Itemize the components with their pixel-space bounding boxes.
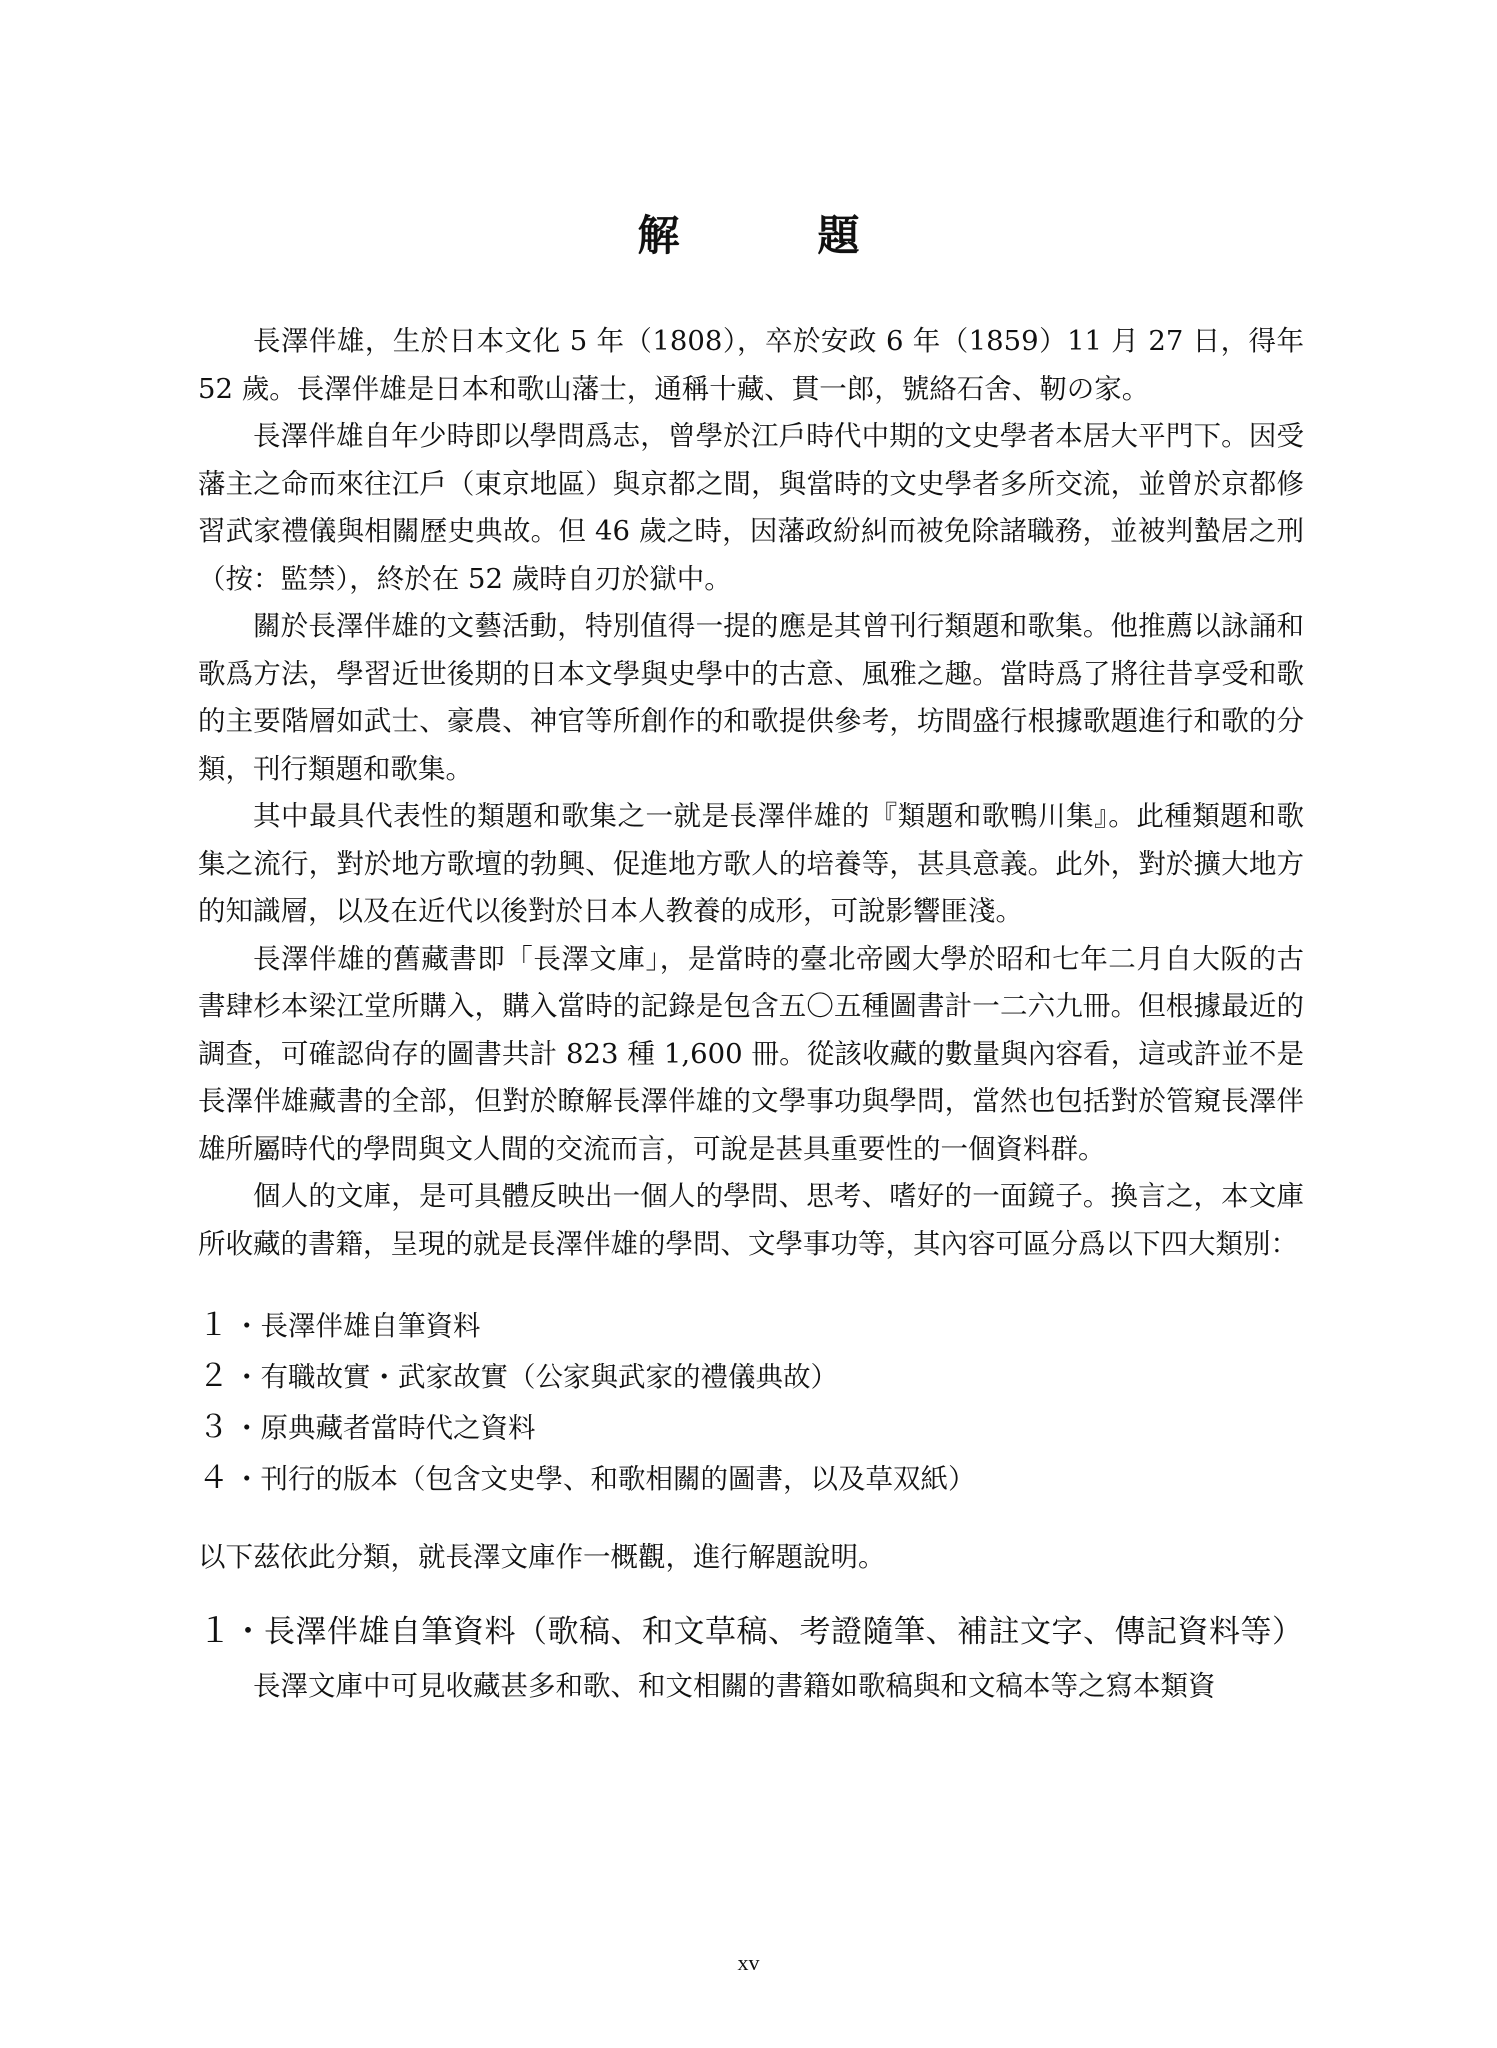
body-text bbox=[198, 318, 1304, 1710]
list-item-number: ３ bbox=[198, 1409, 229, 1445]
paragraph-3: 關於長澤伴雄的文藝活動，特別值得一提的應是其曾刊行類題和歌集。他推薦以詠誦和歌爲方法，學習近世後期的日本文學與史學中的古意、風雅之趣。當時爲了將往昔享受和歌的主要階層如武士、豪農、神官等所創作的和歌提供參考，坊間盛行根據歌題進行和歌的分類，刊行類題和歌集。 bbox=[198, 610, 1304, 785]
section-heading-text: ・長澤伴雄自筆資料（歌稿、和文草稿、考證隨筆、補註文字、傳記資料等） bbox=[232, 1613, 1304, 1650]
paragraph-2: 長澤伴雄自年少時即以學問爲志，曾學於江戶時代中期的文史學者本居大平門下。因受藩主之命而來往江戶（東京地區）與京都之間，與當時的文史學者多所交流，並曾於京都修習武家禮儀與相關歷史典故。但 46 歲之時，因藩政紛糾而被免除諸職務，並被判蟄居之刑（按：監禁），終於在 52 歲時自刃於獄中。 bbox=[198, 420, 1304, 595]
after-list-text: 以下茲依此分類，就長澤文庫作一概觀，進行解題說明。 bbox=[198, 1541, 886, 1573]
list-item-text: ・長澤伴雄自筆資料 bbox=[233, 1310, 481, 1342]
list-item-number: １ bbox=[198, 1307, 229, 1343]
list-item bbox=[198, 1453, 1304, 1504]
list-item-text: ・原典藏者當時代之資料 bbox=[233, 1412, 536, 1444]
paragraph-6: 個人的文庫，是可具體反映出一個人的學問、思考、嗜好的一面鏡子。換言之，本文庫所收藏的書籍，呈現的就是長澤伴雄的學問、文學事功等，其內容可區分爲以下四大類別： bbox=[198, 1180, 1304, 1260]
section-number: １ bbox=[198, 1610, 233, 1651]
list-item bbox=[198, 1402, 1304, 1453]
section-first-line: 長澤文庫中可見收藏甚多和歌、和文相關的書籍如歌稿與和文稿本等之寫本類資 bbox=[253, 1669, 1216, 1702]
list-item bbox=[198, 1300, 1304, 1351]
list-item bbox=[198, 1351, 1304, 1402]
paragraph-4: 其中最具代表性的類題和歌集之一就是長澤伴雄的『類題和歌鴨川集』。此種類題和歌集之流行，對於地方歌壇的勃興、促進地方歌人的培養等，甚具意義。此外，對於擴大地方的知識層，以及在近代以後對於日本人教養的成形，可說影響匪淺。 bbox=[198, 800, 1304, 927]
category-list bbox=[198, 1300, 1304, 1504]
paragraph-1: 長澤伴雄，生於日本文化 5 年（1808），卒於安政 6 年（1859）11 月 27 日，得年 52 歲。長澤伴雄是日本和歌山藩士，通稱十藏、貫一郎，號絡石舍、靭の家。 bbox=[198, 325, 1304, 405]
page-number: xv bbox=[737, 1950, 760, 1975]
list-item-number: ２ bbox=[198, 1358, 229, 1394]
list-item-text: ・刊行的版本（包含文史學、和歌相關的圖書，以及草双紙） bbox=[233, 1463, 976, 1495]
section-heading bbox=[198, 1606, 1304, 1657]
list-item-text: ・有職故實・武家故實（公家與武家的禮儀典故） bbox=[233, 1361, 838, 1393]
list-item-number: ４ bbox=[198, 1460, 229, 1496]
paragraph-5: 長澤伴雄的舊藏書即「長澤文庫」，是當時的臺北帝國大學於昭和七年二月自大阪的古書肆杉本梁江堂所購入，購入當時的記錄是包含五〇五種圖書計一二六九冊。但根據最近的調查，可確認尙存的圖書共計 823 種 1,600 冊。從該收藏的數量與內容看，這或許並不是長澤伴雄藏書的全部，但對於瞭解長澤伴雄的文學事功與學問，當然也包括對於管窺長澤伴雄所屬時代的學問與文人間的交流而言，可說是甚具重要性的一個資料群。 bbox=[198, 942, 1304, 1165]
page-title: 解 題 bbox=[637, 211, 908, 260]
